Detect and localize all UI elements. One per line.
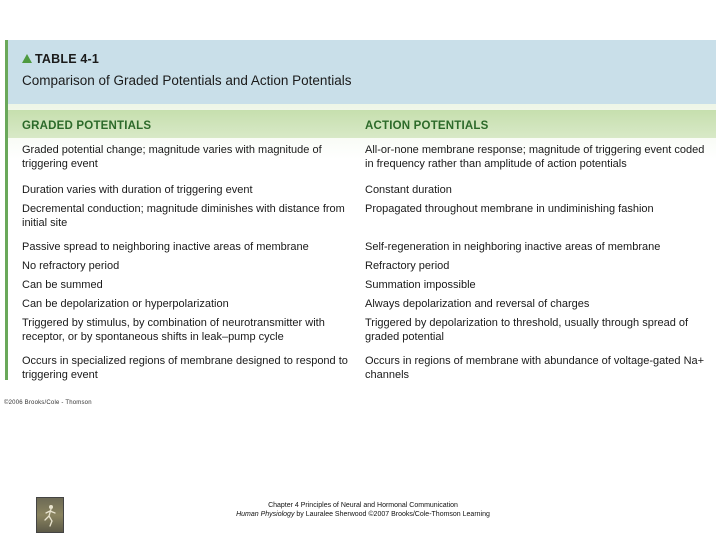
action-cell: All-or-none membrane response; magnitude of triggering event coded in frequency rather than amplitude of action potentials (365, 144, 705, 170)
book-cover-icon (36, 497, 64, 533)
table-row (22, 316, 712, 354)
table-row (22, 202, 712, 240)
graded-cell: Passive spread to neighboring inactive areas of membrane (22, 241, 309, 253)
action-cell: Always depolarization and reversal of charges (365, 298, 590, 310)
table-row (22, 259, 712, 278)
graded-cell: Duration varies with duration of triggering event (22, 184, 253, 196)
table-label (22, 52, 99, 66)
graded-cell: Can be depolarization or hyperpolarization (22, 298, 229, 310)
title-band (8, 40, 716, 104)
column-header-graded: GRADED POTENTIALS (22, 120, 152, 132)
table-row (22, 354, 712, 389)
table-title: Comparison of Graded Potentials and Action Potentials (22, 73, 352, 88)
action-cell: Occurs in regions of membrane with abundance of voltage-gated Na+ channels (365, 355, 705, 381)
graded-cell: No refractory period (22, 260, 120, 272)
table-row (22, 278, 712, 297)
action-cell: Summation impossible (365, 279, 476, 291)
action-cell: Propagated throughout membrane in undiminishing fashion (365, 203, 654, 215)
runner-figure-icon (37, 498, 63, 532)
table-row (22, 240, 712, 259)
graded-cell: Decremental conduction; magnitude diminishes with distance from initial site (22, 203, 345, 229)
slide-footer (200, 501, 526, 519)
graded-cell: Graded potential change; magnitude varies with magnitude of triggering event (22, 144, 322, 170)
table-row (22, 297, 712, 316)
comparison-table-body (22, 143, 712, 389)
graded-cell: Can be summed (22, 279, 103, 291)
table-label-text: TABLE 4-1 (35, 52, 100, 66)
action-cell: Triggered by depolarization to threshold, usually through spread of graded potential (365, 317, 689, 343)
table-row (22, 143, 712, 183)
footer-chapter-line: Chapter 4 Principles of Neural and Hormonal Communication (268, 502, 458, 509)
footer-citation-line (200, 510, 526, 519)
footer-citation-rest: by Lauralee Sherwood ©2007 Brooks/Cole-Thomson Learning (294, 511, 490, 518)
graded-cell: Triggered by stimulus, by combination of neurotransmitter with receptor, or by spontaneous shifts in leak–pump cycle (22, 317, 325, 343)
column-header-action: ACTION POTENTIALS (365, 120, 489, 132)
graded-cell: Occurs in specialized regions of membrane designed to respond to triggering event (22, 355, 348, 381)
copyright-notice: ©2006 Brooks/Cole - Thomson (4, 400, 92, 406)
action-cell: Refractory period (365, 260, 450, 272)
table-row (22, 183, 712, 202)
action-cell: Constant duration (365, 184, 452, 196)
triangle-icon (22, 54, 32, 63)
action-cell: Self-regeneration in neighboring inactive areas of membrane (365, 241, 661, 253)
footer-book-title: Human Physiology (236, 511, 295, 518)
